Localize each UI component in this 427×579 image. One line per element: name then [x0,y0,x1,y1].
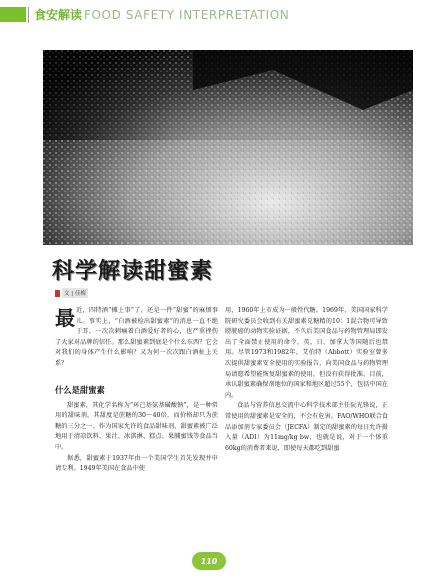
header-divider [28,7,29,23]
byline-marker [55,290,60,297]
body-paragraph: 食品与营养信息交流中心科学技术部主任阮光锋说，正常使用的甜蜜素是安全的，不会有危害。FAO/WHO联合食品添加剂专家委员会（JECFA）制定的甜蜜素的每日允许摄入量（ADI）为11mg/kg bw，也就是说，对于一个体重60kg的消费者来说，即使每天都吃到甜蜜 [225,402,388,452]
crystals-image [43,50,413,245]
byline [55,288,88,298]
section-label-en: FOOD SAFETY INTERPRETATION [84,8,290,22]
drop-cap: 最 [55,306,75,330]
right-column [225,306,388,454]
intro-paragraph [55,306,218,370]
byline-text: 文 | 佳梅 [62,288,88,298]
body-paragraph: 甜蜜素，其化学名称为“环己基氨基磺酸钠”，是一种常用的甜味剂，其甜度是蔗糖的30～40倍，而价格却只为蔗糖的三分之一。作为国家允许的食品甜味剂，甜蜜素被广泛地用于清凉饮料、果汁、冰淇淋、糕点、果脯蜜饯等食品当中。 [55,401,218,451]
intro-text: 近，四特酒“摊上事”了，还是一件“甜蜜”的麻烦事儿。事实上，“白酒被检出甜蜜素”的消息一直不绝于耳，一次次刺痛着白酒爱好者的心，也严重挫伤了大家对品牌的信任。那么甜蜜素到底是个什么东西？它会对我们的身体产生什么影响？又为何一次次跟白酒扯上关系？ [55,307,218,367]
section-color-bar [0,7,26,22]
body-paragraph: 用，1960年上市成为一般性代糖。1969年，美国国家科学院研究委员会收到有关甜蜜素兑糖精的10：1混合物可导致膀胱癌的动物实验证据，不久后美国食品与药物管理局即发出了全面禁止使用的命令，英、日、加拿大等国随后也禁用。尽管1973和1982年，艾伯特（Abbott）实验室曾多次提供甜蜜素安全使用的实验报告，向美国食品与药物管理局请愿希望能恢复甜蜜素的使用，但没有获得批准。目前，承认甜蜜素确保剂地位的国家和地区超过55个，包括中国在内。 [225,307,388,399]
article-title: 科学解读甜蜜素 [52,259,214,284]
section-label-cn: 食安解读 [34,8,83,22]
page-header [0,0,427,34]
body-paragraph: 据悉，甜蜜素于1937年由一个美国学生首先发现并申请专利。1949年美国在食品中使 [55,454,218,473]
left-column [55,306,218,475]
sugar-crystals-photo [43,50,413,245]
section-heading: 什么是甜蜜素 [55,384,105,395]
page-number: 110 [192,552,226,570]
